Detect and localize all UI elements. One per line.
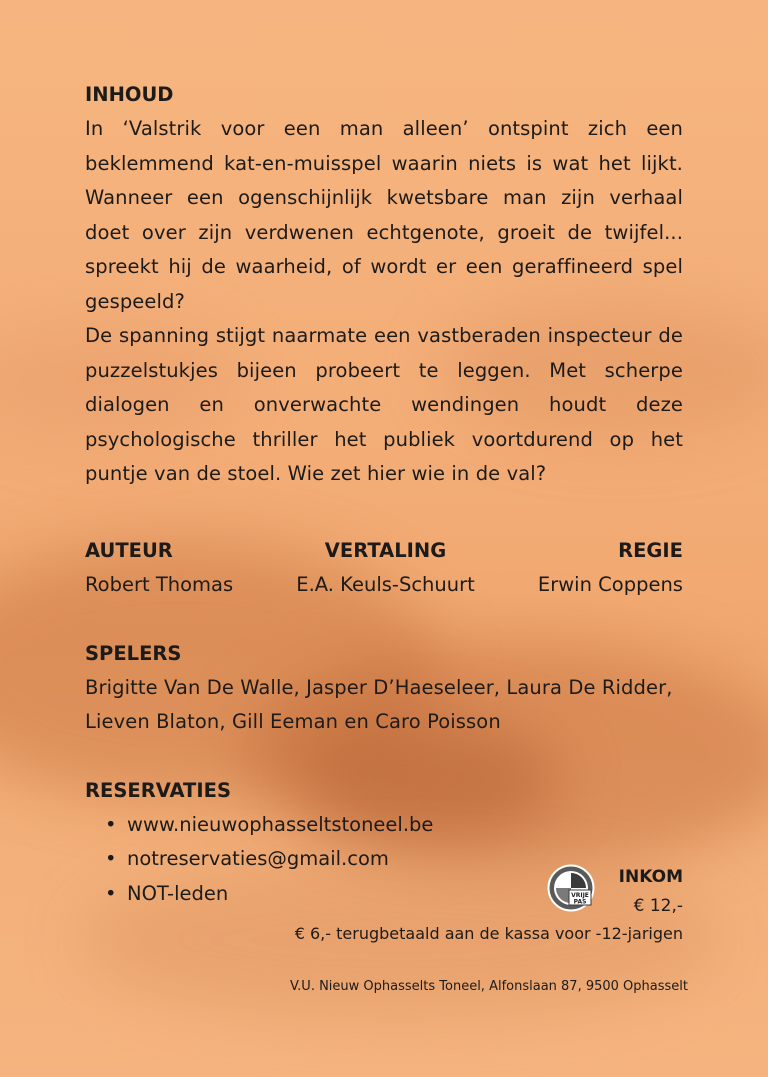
logo-text-top: VRIJE (571, 892, 589, 899)
credits-row (85, 534, 683, 603)
spelers-section (85, 637, 683, 740)
vrijetijdspas-logo-icon (547, 864, 595, 912)
credit-vertaling (296, 534, 475, 603)
inkom-price: € 12,- (633, 896, 683, 916)
inkom-refund-note: € 6,- terugbetaald aan de kassa voor -12-jarigen (294, 924, 683, 943)
footer-vu: V.U. Nieuw Ophasselts Toneel, Alfonslaan 87, 9500 Ophasselt (289, 979, 688, 994)
spelers-heading: SPELERS (85, 641, 182, 665)
spelers-line-2: Lieven Blaton, Gill Eeman en Caro Poisson (85, 710, 501, 733)
regie-label: REGIE (618, 538, 683, 562)
vertaling-value: E.A. Keuls-Schuurt (296, 573, 475, 596)
credit-auteur (85, 534, 233, 603)
reservatie-website[interactable]: • www.nieuwophasseltstoneel.be (105, 808, 683, 843)
logo-text-bottom: PAS (573, 898, 587, 906)
reservatie-not-leden: • NOT-leden (105, 877, 683, 912)
reservatie-email[interactable]: • notreservaties@gmail.com (105, 842, 683, 877)
auteur-value: Robert Thomas (85, 573, 234, 596)
bullet-icon: • (105, 812, 117, 836)
flyer-content (85, 78, 683, 911)
inhoud-paragraph-1: In ‘Valstrik voor een man alleen’ ontspint zich een beklemmend kat-en-muisspel waarin niets is wat het lijkt. Wanneer een ogenschijnlijk kwetsbare man zijn verhaal doet over zijn verdwenen echtgenote, groeit de twijfel... spreekt hij de waarheid, of wordt er een geraffineerd spel gespeeld? (85, 117, 683, 313)
vertaling-label: VERTALING (324, 538, 447, 562)
inhoud-heading: INHOUD (85, 83, 174, 106)
inkom-block (619, 866, 683, 918)
inkom-heading: INKOM (618, 867, 683, 887)
reservaties-heading: RESERVATIES (85, 778, 231, 802)
regie-value: Erwin Coppens (537, 573, 683, 596)
inhoud-paragraph-2: De spanning stijgt naarmate een vastberaden inspecteur de puzzelstukjes bijeen probeert te leggen. Met scherpe dialogen en onverwachte wendingen houdt deze psychologische thriller het publiek voortdurend op het puntje van de stoel. Wie zet hier wie in de val? (85, 324, 683, 485)
spelers-line-1: Brigitte Van De Walle, Jasper D’Haeseleer, Laura De Ridder, (85, 675, 673, 699)
bullet-icon: • (105, 847, 117, 870)
auteur-label: AUTEUR (85, 538, 173, 562)
bullet-icon: • (105, 881, 117, 905)
credit-regie (538, 534, 683, 603)
